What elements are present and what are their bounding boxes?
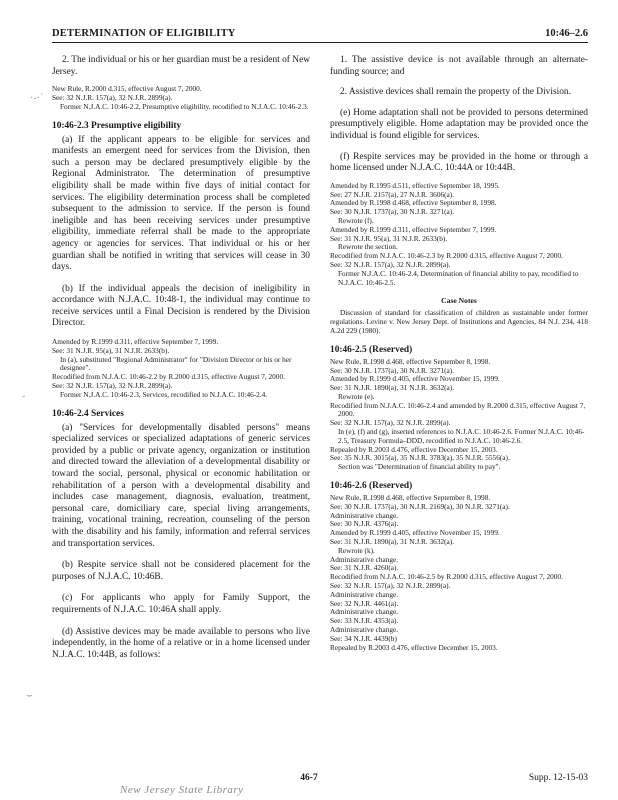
margin-mark: ⌣	[26, 690, 33, 701]
section-heading: 10:46-2.5 (Reserved)	[330, 344, 413, 355]
history-note: Amended by R.1999 d.311, effective September 7, 1999. See: 31 N.J.R. 95(a), 31 N.J.R. 2633(b). In (a), substituted "Regional Administrator" for "Division Director or his or her designee". Recodified from N.J.A.C. 10:46-2.2 by R.2000 d.315, effective August 7, 2000. See: 32 N.J.R. 157(a), 32 N.J.R. 2899(a). Former N.J.A.C. 10:46-2.3, Services, recodified to N.J.A.C. 10:46-2.4.	[52, 337, 292, 399]
history-note: New Rule, R.1998 d.468, effective September 8, 1998. See: 30 N.J.R. 1737(a), 30 N.J.R. 2169(a), 30 N.J.R. 3271(a). Administrative change. See: 30 N.J.R. 4376(a). Amended by R.1999 d.405, effective November 15, 1999. See: 31 N.J.R. 1890(a), 31 N.J.R. 3632(a). Rewrote (k). Administrative change. See: 31 N.J.R. 4260(a). Recodified from N.J.A.C. 10:46-2.5 by R.2000 d.315, effective August 7, 2000. See: 32 N.J.R. 157(a), 32 N.J.R. 2899(a). Administrative change. See: 32 N.J.R. 4461(a). Administrative change. See: 33 N.J.R. 4353(a). Administrative change. See: 34 N.J.R. 4439(b) Repealed by R.2003 d.476, effective December 15, 2003.	[330, 493, 563, 652]
paragraph: (b) If the individual appeals the decision of ineligibility in accordance with N.J.A.C. 10:48-1, the individual may continue to receive services until a Final Decision is rendered by the Division Director.	[52, 283, 310, 329]
header-rule	[52, 42, 588, 43]
running-head-title: DETERMINATION OF ELIGIBILITY	[52, 28, 236, 39]
paragraph: 1. The assistive device is not available through an alternate-funding source; and	[330, 55, 588, 77]
paragraph: (a) "Services for developmentally disabled persons" means specialized services or specialized adaptations of generic services provided by a public or private agency, organization or institution and directed toward the alleviation of a developmental disability or toward the social, personal, physical or economic habilitation or rehabilitation of a person with a developmental disability and includes case management, diagnosis, evaluation, treatment, personal care, domiciliary care, special living arrangements, training, vocational training, recreation, counseling of the person with the disability and his family, information and referral services and transportation services.	[52, 422, 310, 549]
library-stamp: New Jersey State Library	[120, 784, 244, 796]
case-note: Discussion of standard for classification of children as sustainable under former regulations. Levine v. New Jersey Dept. of Institutions and Agencies, 84 N.J. 234, 418 A.2d 229 (1980).	[330, 308, 588, 335]
page-number: 46-7	[300, 773, 318, 783]
left-column	[52, 55, 310, 661]
paragraph: (d) Assistive devices may be made available to persons who live independently, in the home of a relative or in a home licensed under N.J.A.C. 10:44B, as follows:	[52, 626, 310, 660]
paragraph: (c) For applicants who apply for Family Support, the requirements of N.J.A.C. 10:46A shall apply.	[52, 593, 310, 615]
right-column	[330, 55, 588, 652]
margin-mark: ·-·´	[30, 93, 44, 104]
history-note: New Rule, R.2000 d.315, effective August 7, 2000. See: 32 N.J.R. 157(a), 32 N.J.R. 2899(a). Former N.J.A.C. 10:46-2.2, Presumptive eligibility, recodified to N.J.A.C. 10:46-2.3.	[52, 84, 309, 111]
margin-mark: ˘	[22, 395, 26, 406]
history-note: Amended by R.1995 d.511, effective September 18, 1995. See: 27 N.J.R. 2157(a), 27 N.J.R. 3606(a). Amended by R.1998 d.468, effective September 8, 1998. See: 30 N.J.R. 1737(a), 30 N.J.R. 3271(a). Rewrote (f). Amended by R.1999 d.311, effective September 7, 1999. See: 31 N.J.R. 95(a), 31 N.J.R. 2633(b). Rewrote the section. Recodified from N.J.A.C. 10:46-2.3 by R.2000 d.315, effective August 7, 2000. See: 32 N.J.R. 157(a), 32 N.J.R. 2899(a). Former N.J.A.C. 10:46-2.4, Determination of financial ability to pay, recodified to N.J.A.C. 10:46-2.5.	[330, 180, 579, 287]
case-notes-heading: Case Notes	[441, 296, 477, 306]
running-head-section: 10:46–2.6	[545, 28, 588, 39]
section-heading: 10:46-2.4 Services	[52, 408, 124, 419]
paragraph: (b) Respite service shall not be considered placement for the purposes of N.J.A.C. 10:46B.	[52, 560, 310, 582]
paragraph: 2. Assistive devices shall remain the property of the Division.	[340, 87, 571, 98]
supplement-date: Supp. 12-15-03	[528, 773, 588, 783]
paragraph: (e) Home adaptation shall not be provided to persons determined presumptively eligible. Home adaptation may be provided once the individual is found eligible for services.	[330, 107, 588, 141]
section-heading: 10:46-2.6 (Reserved)	[330, 481, 413, 492]
section-heading: 10:46-2.3 Presumptive eligibility	[52, 120, 182, 131]
paragraph: 2. The individual or his or her guardian must be a resident of New Jersey.	[52, 55, 310, 77]
history-note: New Rule, R.1998 d.468, effective September 8, 1998. See: 30 N.J.R. 1737(a), 30 N.J.R. 3271(a). Amended by R.1999 d.405, effective November 15, 1999. See: 31 N.J.R. 1890(a), 31 N.J.R. 3632(a). Rewrote (e). Recodified from N.J.A.C. 10:46-2.4 and amended by R.2000 d.315, effective August 7, 2000. See: 32 N.J.R. 157(a), 32 N.J.R. 2899(a). In (e), (f) and (g), inserted references to N.J.A.C. 10:46-2.6. Former N.J.A.C. 10:46-2.5, Treasury Formula–DDD, recodified to N.J.A.C. 10:46-2.6. Repealed by R.2003 d.476, effective December 15, 2003. See: 35 N.J.R. 3015(a), 35 N.J.R. 3783(a), 35 N.J.R. 5556(a). Section was "Determination of financial ability to pay".	[330, 356, 586, 472]
paragraph: (f) Respite services may be provided in the home or through a home licensed under N.J.A.C. 10:44A or 10:44B.	[330, 151, 588, 174]
paragraph: (a) If the applicant appears to be eligible for services and manifests an emergent need for services from the Division, then such a person may be declared presumptively eligible by the Regional Administrator. The determination of presumptive eligibility shall be made within five days of initial contact for services. The eligibility determination process shall be completed subsequent to the admission to service. If the person is found ineligible and has been receiving services under presumptive eligibility, immediate referral shall be made to the appropriate agency or agencies for services. That individual or his or her guardian shall be notified in writing that services will cease in 30 days.	[52, 134, 310, 273]
